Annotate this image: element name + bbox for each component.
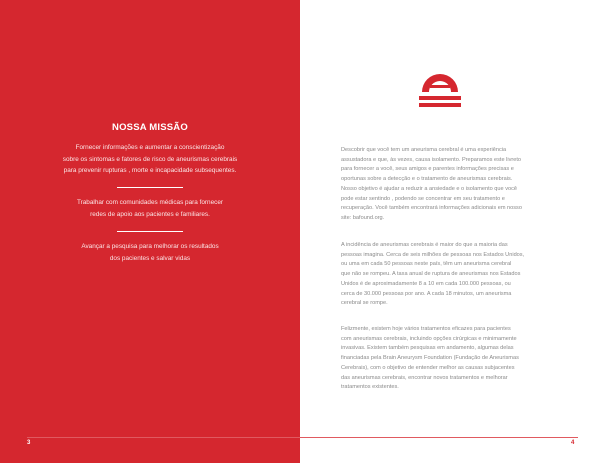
mission-divider — [117, 187, 183, 188]
brain-aneurysm-foundation-logo-icon — [417, 67, 463, 113]
text-line: assustadora e que, às vezes, causa isolamento. Preparamos este livreto — [341, 156, 522, 163]
mission-line: Fornecer informações e aumentar a conscientização — [75, 144, 225, 151]
text-line: cerebral se rompe. — [341, 300, 388, 307]
text-line: que não se rompeu. A taxa anual de ruptura de aneurismas nos Estados — [341, 271, 521, 278]
page-number-left: 3 — [27, 440, 31, 446]
treatment-paragraph — [341, 325, 563, 393]
mission-title: NOSSA MISSÃO — [112, 122, 188, 133]
text-line: Nosso objetivo é ajudar a reduzir a ansiedade e o isolamento que você — [341, 185, 518, 192]
text-line: invasivas. Existem também pesquisas em andamento, algumas delas — [341, 345, 514, 352]
text-line: Descobrir que você tem um aneurisma cerebral é uma experiência — [341, 147, 507, 153]
footer-rule — [27, 437, 578, 438]
text-line: das aneurismas cerebrais, encontrar novos tratamentos e melhorar — [341, 374, 508, 381]
mission-item-3 — [30, 241, 270, 264]
mission-line: dos pacientes e salvar vidas — [109, 254, 191, 262]
text-line: Cerebrais), com o objetivo de entender melhor as causas subjacentes — [341, 364, 515, 371]
text-line: site: bafound.org. — [341, 214, 385, 221]
mission-line: redes de apoio aos pacientes e familiares. — [90, 210, 210, 218]
text-line: ou uma em cada 50 pessoas neste país, têm um aneurisma cerebral — [341, 261, 512, 268]
text-line: com aneurismas cerebrais, incluindo opções cirúrgicas e minimamente — [341, 335, 517, 342]
text-line: Felizmente, existem hoje vários tratamentos eficazes para pacientes — [341, 326, 511, 332]
mission-line: para prevenir rupturas , morte e incapacidade subsequentes. — [63, 167, 237, 174]
mission-line: Trabalhar com comunidades médicas para fornecer — [76, 199, 224, 206]
text-line: Unidos é de aproximadamente 8 a 10 em cada 100.000 pessoas, ou — [341, 280, 511, 287]
right-page — [300, 0, 600, 463]
mission-item-1 — [30, 142, 270, 177]
text-line: financiadas pela Brain Aneurysm Foundation (Fundação de Aneurismas — [341, 355, 519, 362]
incidence-paragraph — [341, 241, 563, 309]
mission-line: Avançar a pesquisa para melhorar os resultados — [81, 243, 219, 250]
text-line: pode estar sentindo , podendo se concentrar em seu tratamento e — [341, 195, 505, 202]
mission-line: sobre os sintomas e fatores de risco de aneurismas cerebrais — [62, 155, 238, 163]
text-line: oportunas sobre a detecção e o tratamento de aneurismas cerebrais. — [341, 176, 513, 183]
text-line: pessoas imagina. Cerca de seis milhões de pessoas nos Estados Unidos, — [341, 251, 525, 258]
page-number-right: 4 — [571, 440, 575, 446]
text-line: A incidência de aneurismas cerebrais é maior do que a maioria das — [341, 242, 508, 248]
mission-item-2 — [30, 197, 270, 220]
text-line: recuperação. Você também encontrará informações adicionais em nosso — [341, 205, 522, 212]
mission-divider — [117, 231, 183, 232]
intro-paragraph — [341, 146, 563, 224]
text-line: tratamentos existentes. — [341, 384, 399, 391]
text-line: cerca de 30.000 pessoas por ano. A cada 18 minutos, um aneurisma — [341, 290, 512, 297]
text-line: para fornecer a você, seus amigos e parentes informações precisas e — [341, 166, 514, 173]
